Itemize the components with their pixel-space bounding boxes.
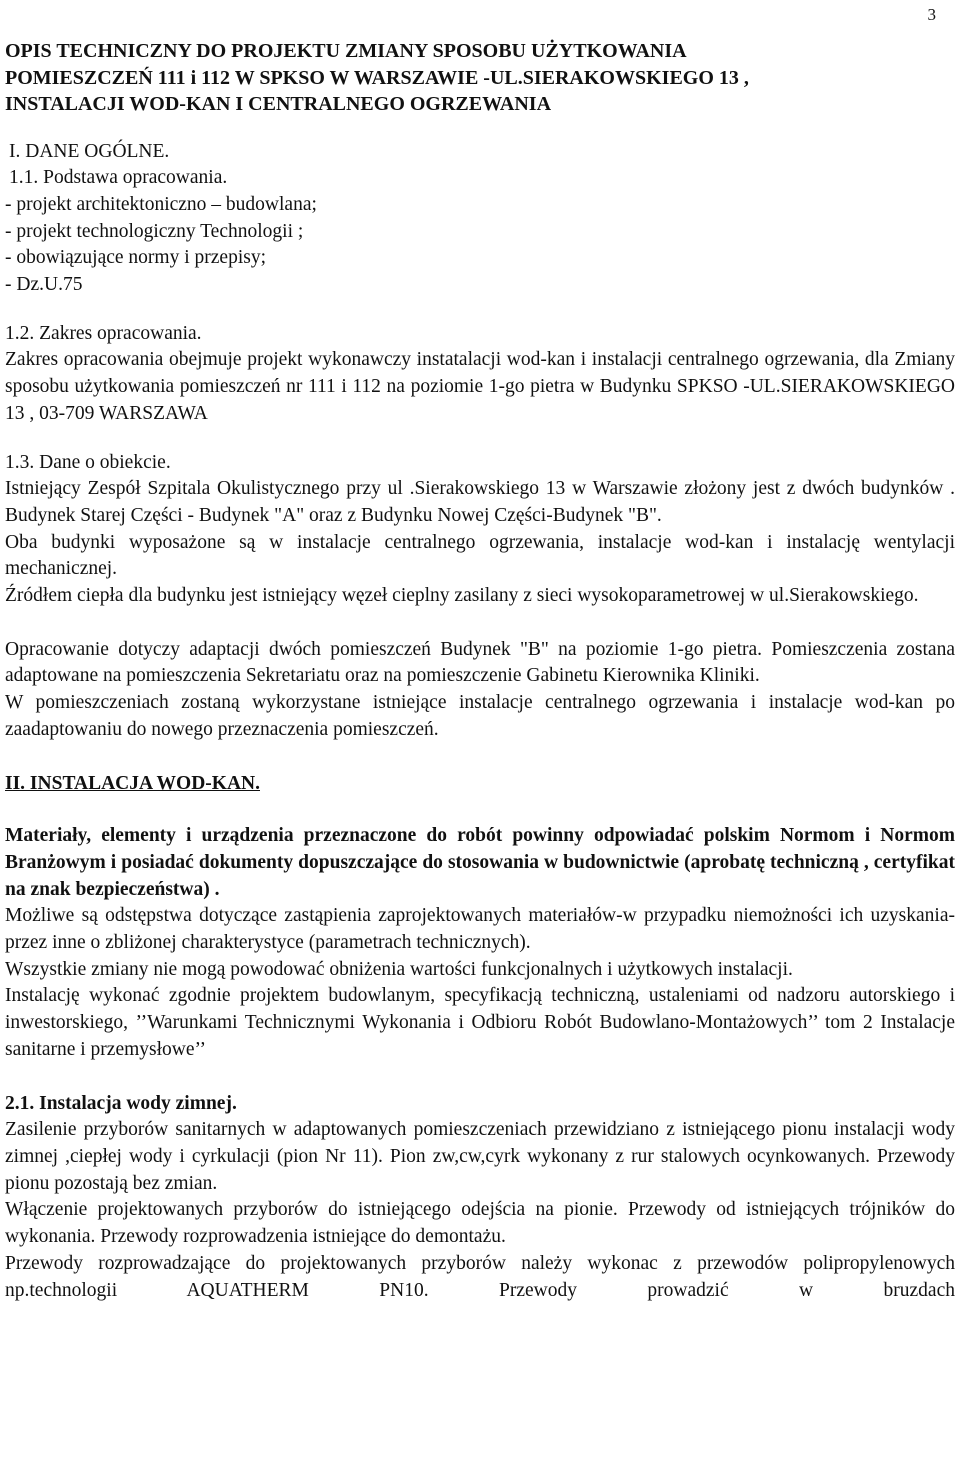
basis-item: - obowiązujące normy i przepisy; xyxy=(5,247,266,269)
wodkan-paragraph: Instalację wykonać zgodnie projektem budowlanym, specyfikacją techniczną, ustaleniami od nadzoru autorskiego i inwestorskiego, ’’Warunkami Technicznymi Wykonania i Odbioru Robót Budowlano-Montażowych’’ tom 2 Instalacje sanitarne i przemysłowe’’ xyxy=(5,985,955,1060)
document-title xyxy=(5,38,955,118)
title-line: POMIESZCZEŃ 111 i 112 W SPKSO W WARSZAWIE -UL.SIERAKOWSKIEGO 13 , xyxy=(5,66,749,89)
object-paragraph: Źródłem ciepła dla budynku jest istniejący węzeł cieplny zasilany z sieci wysokoparametrowej w ul.Sierakowskiego. xyxy=(5,585,919,607)
adaptation-paragraph: W pomieszczeniach zostaną wykorzystane istniejące instalacje centralnego ogrzewania i instalacje wod-kan po zaadaptowaniu do nowego przeznaczenia pomieszczeń. xyxy=(5,692,955,740)
basis-item: - Dz.U.75 xyxy=(5,274,83,296)
scope-paragraph: Zakres opracowania obejmuje projekt wykonawczy instatalacji wod-kan i instalacji centralnego ogrzewania, dla Zmiany sposobu użytkowania pomieszczeń nr 111 i 112 na poziomie 1-go pietra w Budynku SPKSO -UL.SIERAKOWSKIEGO 13 , 03-709 WARSZAWA xyxy=(5,349,955,424)
subsection-heading-scope: 1.2. Zakres opracowania. xyxy=(5,322,202,344)
cold-water-paragraph: Włączenie projektowanych przyborów do istniejącego odejścia na pionie. Przewody od istniejących trójników do wykonania. Przewody rozprowadzenia istniejące do demontażu. xyxy=(5,1199,955,1248)
subsection-heading-basis: 1.1. Podstawa opracowania. xyxy=(9,167,228,189)
materials-paragraph: Materiały, elementy i urządzenia przeznaczone do robót powinny odpowiadać polskim Normom i Normom Branżowym i posiadać dokumenty dopuszczające do stosowania w budownictwie (aprobatę techniczną , certyfikat na znak bezpieczeństwa) . xyxy=(5,825,955,900)
section-heading-general: I. DANE OGÓLNE. xyxy=(9,140,170,162)
object-paragraph: Oba budynki wyposażone są w instalacje centralnego ogrzewania, instalacje wod-kan i instalację wentylacji mechanicznej. xyxy=(5,531,955,580)
adaptation-paragraph: Opracowanie dotyczy adaptacji dwóch pomieszczeń Budynek "B" na poziomie 1-go pietra. Pomieszczenia zostana adaptowane na pomieszczenia Sekretariatu oraz na pomieszczenie Gabinetu Kierownika Kliniki. xyxy=(5,638,955,687)
subsection-heading-cold-water: 2.1. Instalacja wody zimnej. xyxy=(5,1092,237,1114)
document-page xyxy=(5,0,955,1304)
wodkan-paragraph: Wszystkie zmiany nie mogą powodować obniżenia wartości funkcjonalnych i użytkowych instalacji. xyxy=(5,958,793,980)
basis-item: - projekt architektoniczno – budowlana; xyxy=(5,193,317,215)
subsection-heading-object: 1.3. Dane o obiekcie. xyxy=(5,451,171,473)
title-line: INSTALACJI WOD-KAN I CENTRALNEGO OGRZEWANIA xyxy=(5,93,552,115)
wodkan-paragraph: Możliwe są odstępstwa dotyczące zastąpienia zaprojektowanych materiałów-w przypadku niemożności ich uzyskania- przez inne o zbliżonej charakterystyce (parametrach technicznych). xyxy=(5,905,955,954)
cold-water-paragraph: Zasilenie przyborów sanitarnych w adaptowanych pomieszczeniach przewidziano z istniejącego pionu instalacji wody zimnej ,ciepłej wody i cyrkulacji (pion Nr 11). Pion zw,cw,cyrk wykonany z rur stalowych ocynkowanych. Przewody pionu pozostają bez zmian. xyxy=(5,1119,955,1194)
title-line: OPIS TECHNICZNY DO PROJEKTU ZMIANY SPOSOBU UŻYTKOWANIA xyxy=(5,40,687,62)
cold-water-paragraph: Przewody rozprowadzające do projektowanych przyborów należy wykonac z przewodów polipropylenowych np.technologii AQUATHERM PN10. Przewody prowadzić w bruzdach xyxy=(5,1252,955,1301)
section-heading-wodkan: II. INSTALACJA WOD-KAN. xyxy=(5,772,260,794)
basis-item: - projekt technologiczny Technologii ; xyxy=(5,220,304,242)
object-paragraph: Istniejący Zespół Szpitala Okulistycznego przy ul .Sierakowskiego 13 w Warszawie złożony jest z dwóch budynków . Budynek Starej Części - Budynek "A" oraz z Budynku Nowej Części-Budynek "B". xyxy=(5,478,955,526)
page-number: 3 xyxy=(927,5,936,24)
